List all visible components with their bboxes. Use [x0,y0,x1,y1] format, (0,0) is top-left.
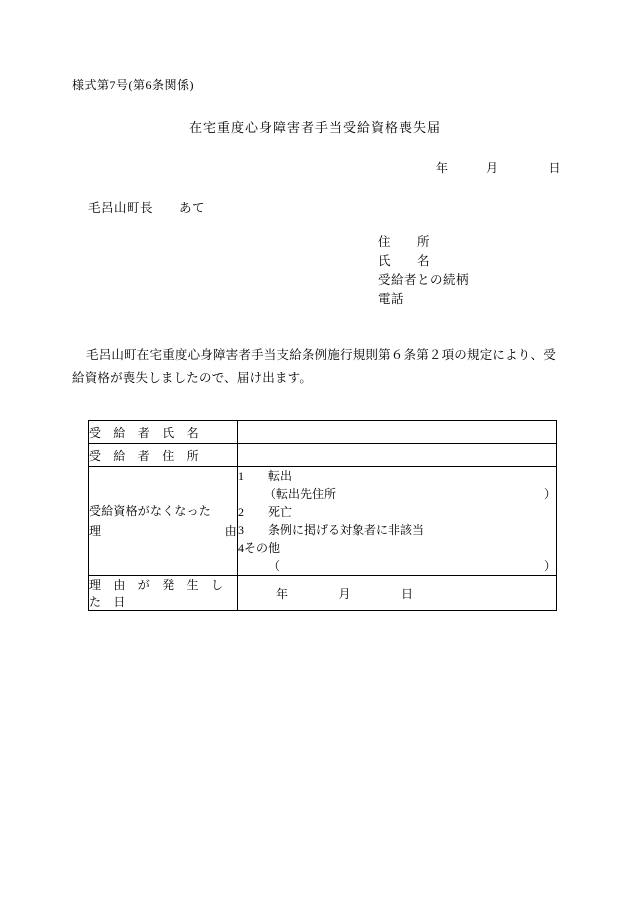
label-reason-line2 [89,521,237,541]
form-table [88,420,557,611]
label-occurred-date-text: 理 由 が 発 生 し た 日 [89,578,236,609]
applicant-fields [378,233,469,309]
submission-date-text: 年 月 日 [436,161,562,175]
reason-other-field[interactable] [238,557,556,575]
reason-option-transfer[interactable]: 1 転出 [238,469,293,483]
label-occurred-date [89,576,238,611]
label-recipient-address-text: 受 給 者 住 所 [89,448,199,463]
body-paragraph [72,344,558,390]
applicant-field-name: 氏 名 [378,254,431,268]
document-title: 在宅重度心身障害者手当受給資格喪失届 [188,120,441,135]
label-recipient-address [89,444,238,467]
label-recipient-name-text: 受 給 者 氏 名 [89,425,199,440]
table-row-reason [89,467,557,576]
occurred-date-text: 年 月 日 [276,586,414,601]
reason-other-close-paren: ） [543,559,556,573]
reason-transfer-address-field[interactable] [238,485,556,503]
reason-other-open-paren: （ [268,559,281,573]
applicant-field-phone: 電話 [378,292,405,306]
applicant-field-address: 住 所 [378,235,431,249]
value-occurred-date[interactable] [238,576,557,611]
table-row-recipient-address [89,444,557,467]
label-reason-line2-left: 理 [89,524,102,538]
value-recipient-address[interactable] [238,444,557,467]
reason-option-not-applicable[interactable]: 3 条例に掲げる対象者に非該当 [238,523,425,537]
label-recipient-name [89,421,238,444]
reason-transfer-address-label: （転出先住所 [264,487,337,501]
table-row-occurred-date [89,576,557,611]
label-reason-line2-right: 由 [224,524,237,538]
value-recipient-name[interactable] [238,421,557,444]
reason-options [238,467,557,576]
reason-option-death[interactable]: 2 死亡 [238,505,293,519]
reason-transfer-address-close: ） [543,487,556,501]
body-paragraph-text: 毛呂山町在宅重度心身障害者手当支給条例施行規則第６条第２項の規定により、受給資格が喪失しましたので、届け出ます。 [72,348,556,385]
label-reason-line1: 受給資格がなくなった [89,504,212,518]
form-number: 様式第7号(第6条関係) [72,78,194,92]
label-reason [89,467,238,576]
applicant-field-relationship: 受給者との続柄 [378,273,470,287]
reason-option-other[interactable]: 4その他 [238,541,281,555]
addressee-line: 毛呂山町長 あて [88,201,206,215]
table-row-recipient-name [89,421,557,444]
